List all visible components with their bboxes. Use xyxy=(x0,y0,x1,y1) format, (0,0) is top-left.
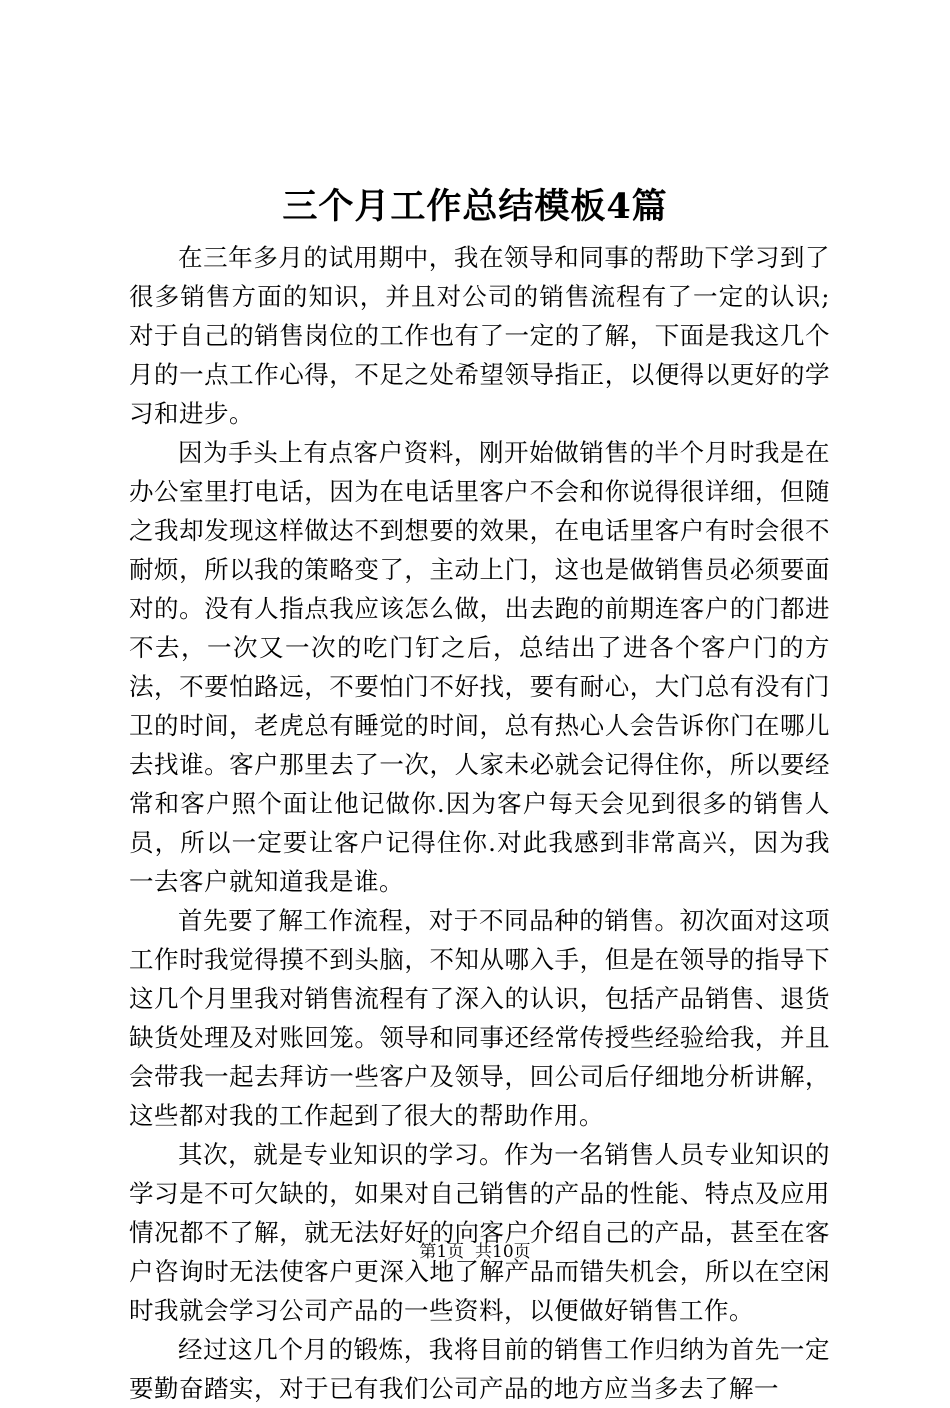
paragraph-5: 经过这几个月的锻炼，我将目前的销售工作归纳为首先一定要勤奋踏实，对于已有我们公司产品的地方应当多去了解一 xyxy=(129,1335,830,1403)
paragraph-4: 其次，就是专业知识的学习。作为一名销售人员专业知识的学习是不可欠缺的，如果对自己销售的产品的性能、特点及应用情况都不了解，就无法好好的向客户介绍自己的产品，甚至在客户咨询时无法使客户更深入地了解产品而错失机会，所以在空闲时我就会学习公司产品的一些资料，以便做好销售工作。 xyxy=(129,1140,830,1325)
document-title: 三个月工作总结模板4篇 xyxy=(282,186,668,227)
page-footer xyxy=(0,1240,950,1264)
paragraph-3: 首先要了解工作流程，对于不同品种的销售。初次面对这项工作时我觉得摸不到头脑，不知从哪入手，但是在领导的指导下这几个月里我对销售流程有了深入的认识，包括产品销售、退货缺货处理及对账回笼。领导和同事还经常传授些经验给我，并且会带我一起去拜访一些客户及领导，回公司后仔细地分析讲解，这些都对我的工作起到了很大的帮助作用。 xyxy=(129,906,830,1130)
paragraph-1: 在三年多月的试用期中，我在领导和同事的帮助下学习到了很多销售方面的知识，并且对公司的销售流程有了一定的认识;对于自己的销售岗位的工作也有了一定的了解，下面是我这几个月的一点工作心得，不足之处希望领导指正，以便得以更好的学习和进步。 xyxy=(129,243,830,428)
paragraph-2: 因为手头上有点客户资料，刚开始做销售的半个月时我是在办公室里打电话，因为在电话里客户不会和你说得很详细，但随之我却发现这样做达不到想要的效果，在电话里客户有时会很不耐烦，所以我的策略变了，主动上门，这也是做销售员必须要面对的。没有人指点我应该怎么做，出去跑的前期连客户的门都进不去，一次又一次的吃门钉之后，总结出了进各个客户门的方法，不要怕路远，不要怕门不好找，要有耐心，大门总有没有门卫的时间，老虎总有睡觉的时间，总有热心人会告诉你门在哪儿去找谁。客户那里去了一次，人家未必就会记得住你，所以要经常和客户照个面让他记做你.因为客户每天会见到很多的销售人员，所以一定要让客户记得住你.对此我感到非常高兴，因为我一去客户就知道我是谁。 xyxy=(129,438,830,896)
page-total: 共10页 xyxy=(475,1242,531,1262)
document-body xyxy=(129,238,830,1408)
page-number: 第1页 xyxy=(419,1242,465,1262)
